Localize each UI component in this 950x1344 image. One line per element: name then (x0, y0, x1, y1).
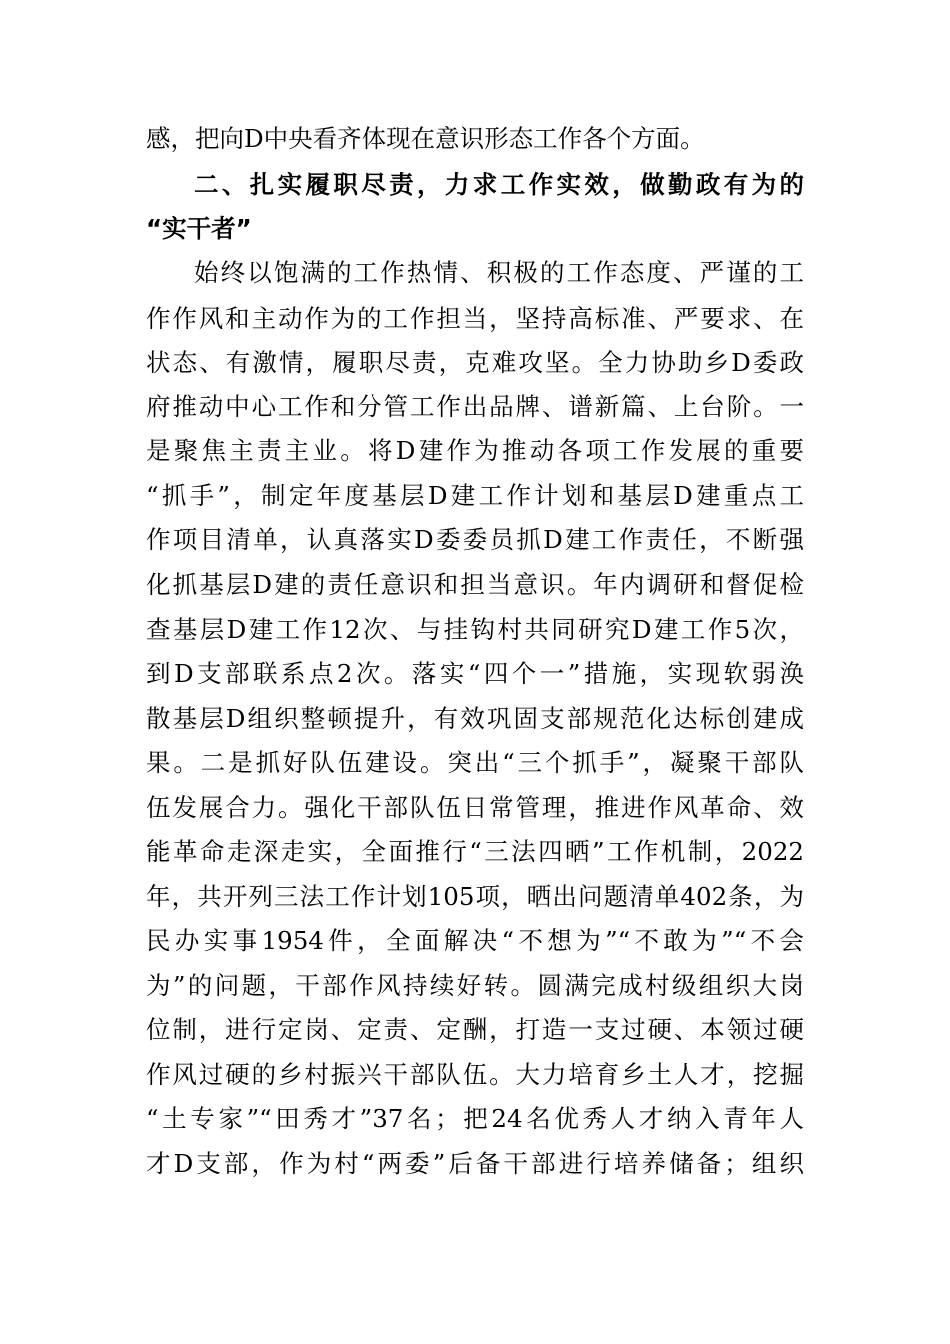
paragraph-line: 散基层D组织整顿提升，有效巩固支部规范化达标创建成 (146, 704, 804, 733)
section-heading-line-1: 二、扎实履职尽责，力求工作实效，做勤政有为的 (194, 170, 804, 199)
paragraph-line: “抓手”，制定年度基层D建工作计划和基层D建重点工 (146, 481, 804, 510)
paragraph-line: 状态、有激情，履职尽责，克难攻坚。全力协助乡D委政 (146, 348, 804, 377)
paragraph-line: 化抓基层D建的责任意识和担当意识。年内调研和督促检 (146, 570, 804, 599)
paragraph-line: 作作风和主动作为的工作担当，坚持高标准、严要求、在 (146, 304, 804, 333)
paragraph-line: 年，共开列三法工作计划105项，晒出问题清单402条，为 (146, 882, 804, 911)
paragraph-line: 为”的问题，干部作风持续好转。圆满完成村级组织大岗 (146, 971, 804, 1000)
paragraph-line: 是聚焦主责主业。将D建作为推动各项工作发展的重要 (146, 436, 804, 465)
paragraph-line: 能革命走深走实，全面推行“三法四晒”工作机制，2022 (146, 837, 804, 866)
paragraph-line: 始终以饱满的工作热情、积极的工作态度、严谨的工 (194, 258, 804, 287)
paragraph-line: 才D支部，作为村“两委”后备干部进行培养储备；组织 (146, 1149, 804, 1178)
section-heading-line-2: “实干者” (146, 214, 252, 243)
paragraph-line: 查基层D建工作12次、与挂钩村共同研究D建工作5次， (146, 615, 804, 644)
paragraph-line: 作风过硬的乡村振兴干部队伍。大力培育乡土人才，挖掘 (146, 1060, 804, 1089)
paragraph-line: 作项目清单，认真落实D委委员抓D建工作责任，不断强 (146, 525, 804, 554)
paragraph-line: 府推动中心工作和分管工作出品牌、谱新篇、上台阶。一 (146, 392, 804, 421)
intro-tail-line: 感，把向D中央看齐体现在意识形态工作各个方面。 (146, 124, 705, 153)
paragraph-line: 伍发展合力。强化干部队伍日常管理，推进作风革命、效 (146, 793, 804, 822)
paragraph-line: 到D支部联系点2次。落实“四个一”措施，实现软弱涣 (146, 659, 804, 688)
paragraph-line: 果。二是抓好队伍建设。突出“三个抓手”，凝聚干部队 (146, 748, 804, 777)
paragraph-line: 民办实事1954件，全面解决“不想为”“不敢为”“不会 (146, 926, 804, 955)
paragraph-line: “土专家”“田秀才”37名；把24名优秀人才纳入青年人 (146, 1104, 804, 1133)
paragraph-line: 位制，进行定岗、定责、定酬，打造一支过硬、本领过硬 (146, 1015, 804, 1044)
